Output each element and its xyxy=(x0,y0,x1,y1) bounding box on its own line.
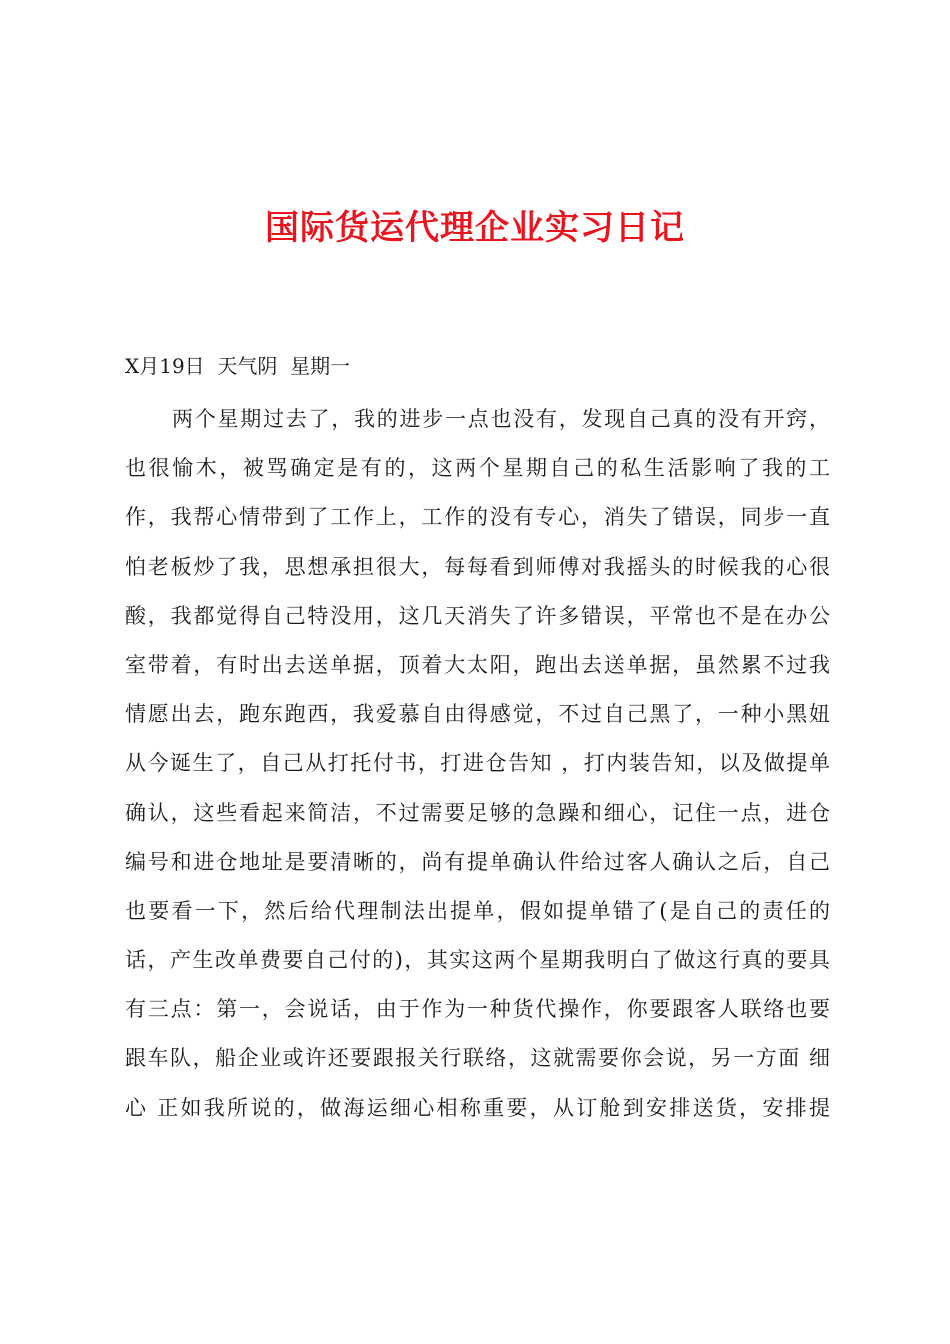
body-line: 心 正如我所说的，做海运细心相称重要，从订舱到安排送货，安排提 xyxy=(125,1095,830,1120)
diary-date-line: X月19日 天气阴 星期一 xyxy=(125,354,351,378)
body-line: 怕老板炒了我，思想承担很大，每每看到师傅对我摇头的时候我的心很 xyxy=(125,554,830,579)
diary-body xyxy=(125,395,830,1133)
body-line: 两个星期过去了，我的进步一点也没有，发现自己真的没有开窍， xyxy=(172,407,830,431)
body-line: 确认，这些看起来简洁，不过需要足够的急躁和细心，记住一点，进仓 xyxy=(125,800,830,825)
document-title: 国际货运代理企业实习日记 xyxy=(265,208,685,248)
body-line: 编号和进仓地址是要清晰的，尚有提单确认件给过客人确认之后，自己 xyxy=(125,849,830,874)
body-line: 也要看一下，然后给代理制法出提单，假如提单错了(是自己的责任的 xyxy=(125,898,830,923)
body-line: 也很愉木，被骂确定是有的，这两个星期自己的私生活影响了我的工 xyxy=(125,456,830,481)
body-line: 酸，我都觉得自己特没用，这几天消失了许多错误，平常也不是在办公 xyxy=(125,603,830,628)
body-line: 作，我帮心情带到了工作上，工作的没有专心，消失了错误，同步一直 xyxy=(125,505,830,530)
body-line: 室带着，有时出去送单据，顶着大太阳，跑出去送单据，虽然累不过我 xyxy=(125,652,830,677)
body-line: 话，产生改单费要自己付的)，其实这两个星期我明白了做这行真的要具 xyxy=(125,948,830,973)
body-line: 跟车队，船企业或许还要跟报关行联络，这就需要你会说，另一方面 细 xyxy=(125,1046,830,1071)
body-line: 情愿出去，跑东跑西，我爱慕自由得感觉，不过自己黑了，一种小黑妞 xyxy=(125,702,830,727)
body-line: 有三点：第一，会说话，由于作为一种货代操作，你要跟客人联络也要 xyxy=(125,997,830,1022)
body-line: 从今诞生了，自己从打托付书，打进仓告知 ，打内装告知，以及做提单 xyxy=(125,751,830,776)
